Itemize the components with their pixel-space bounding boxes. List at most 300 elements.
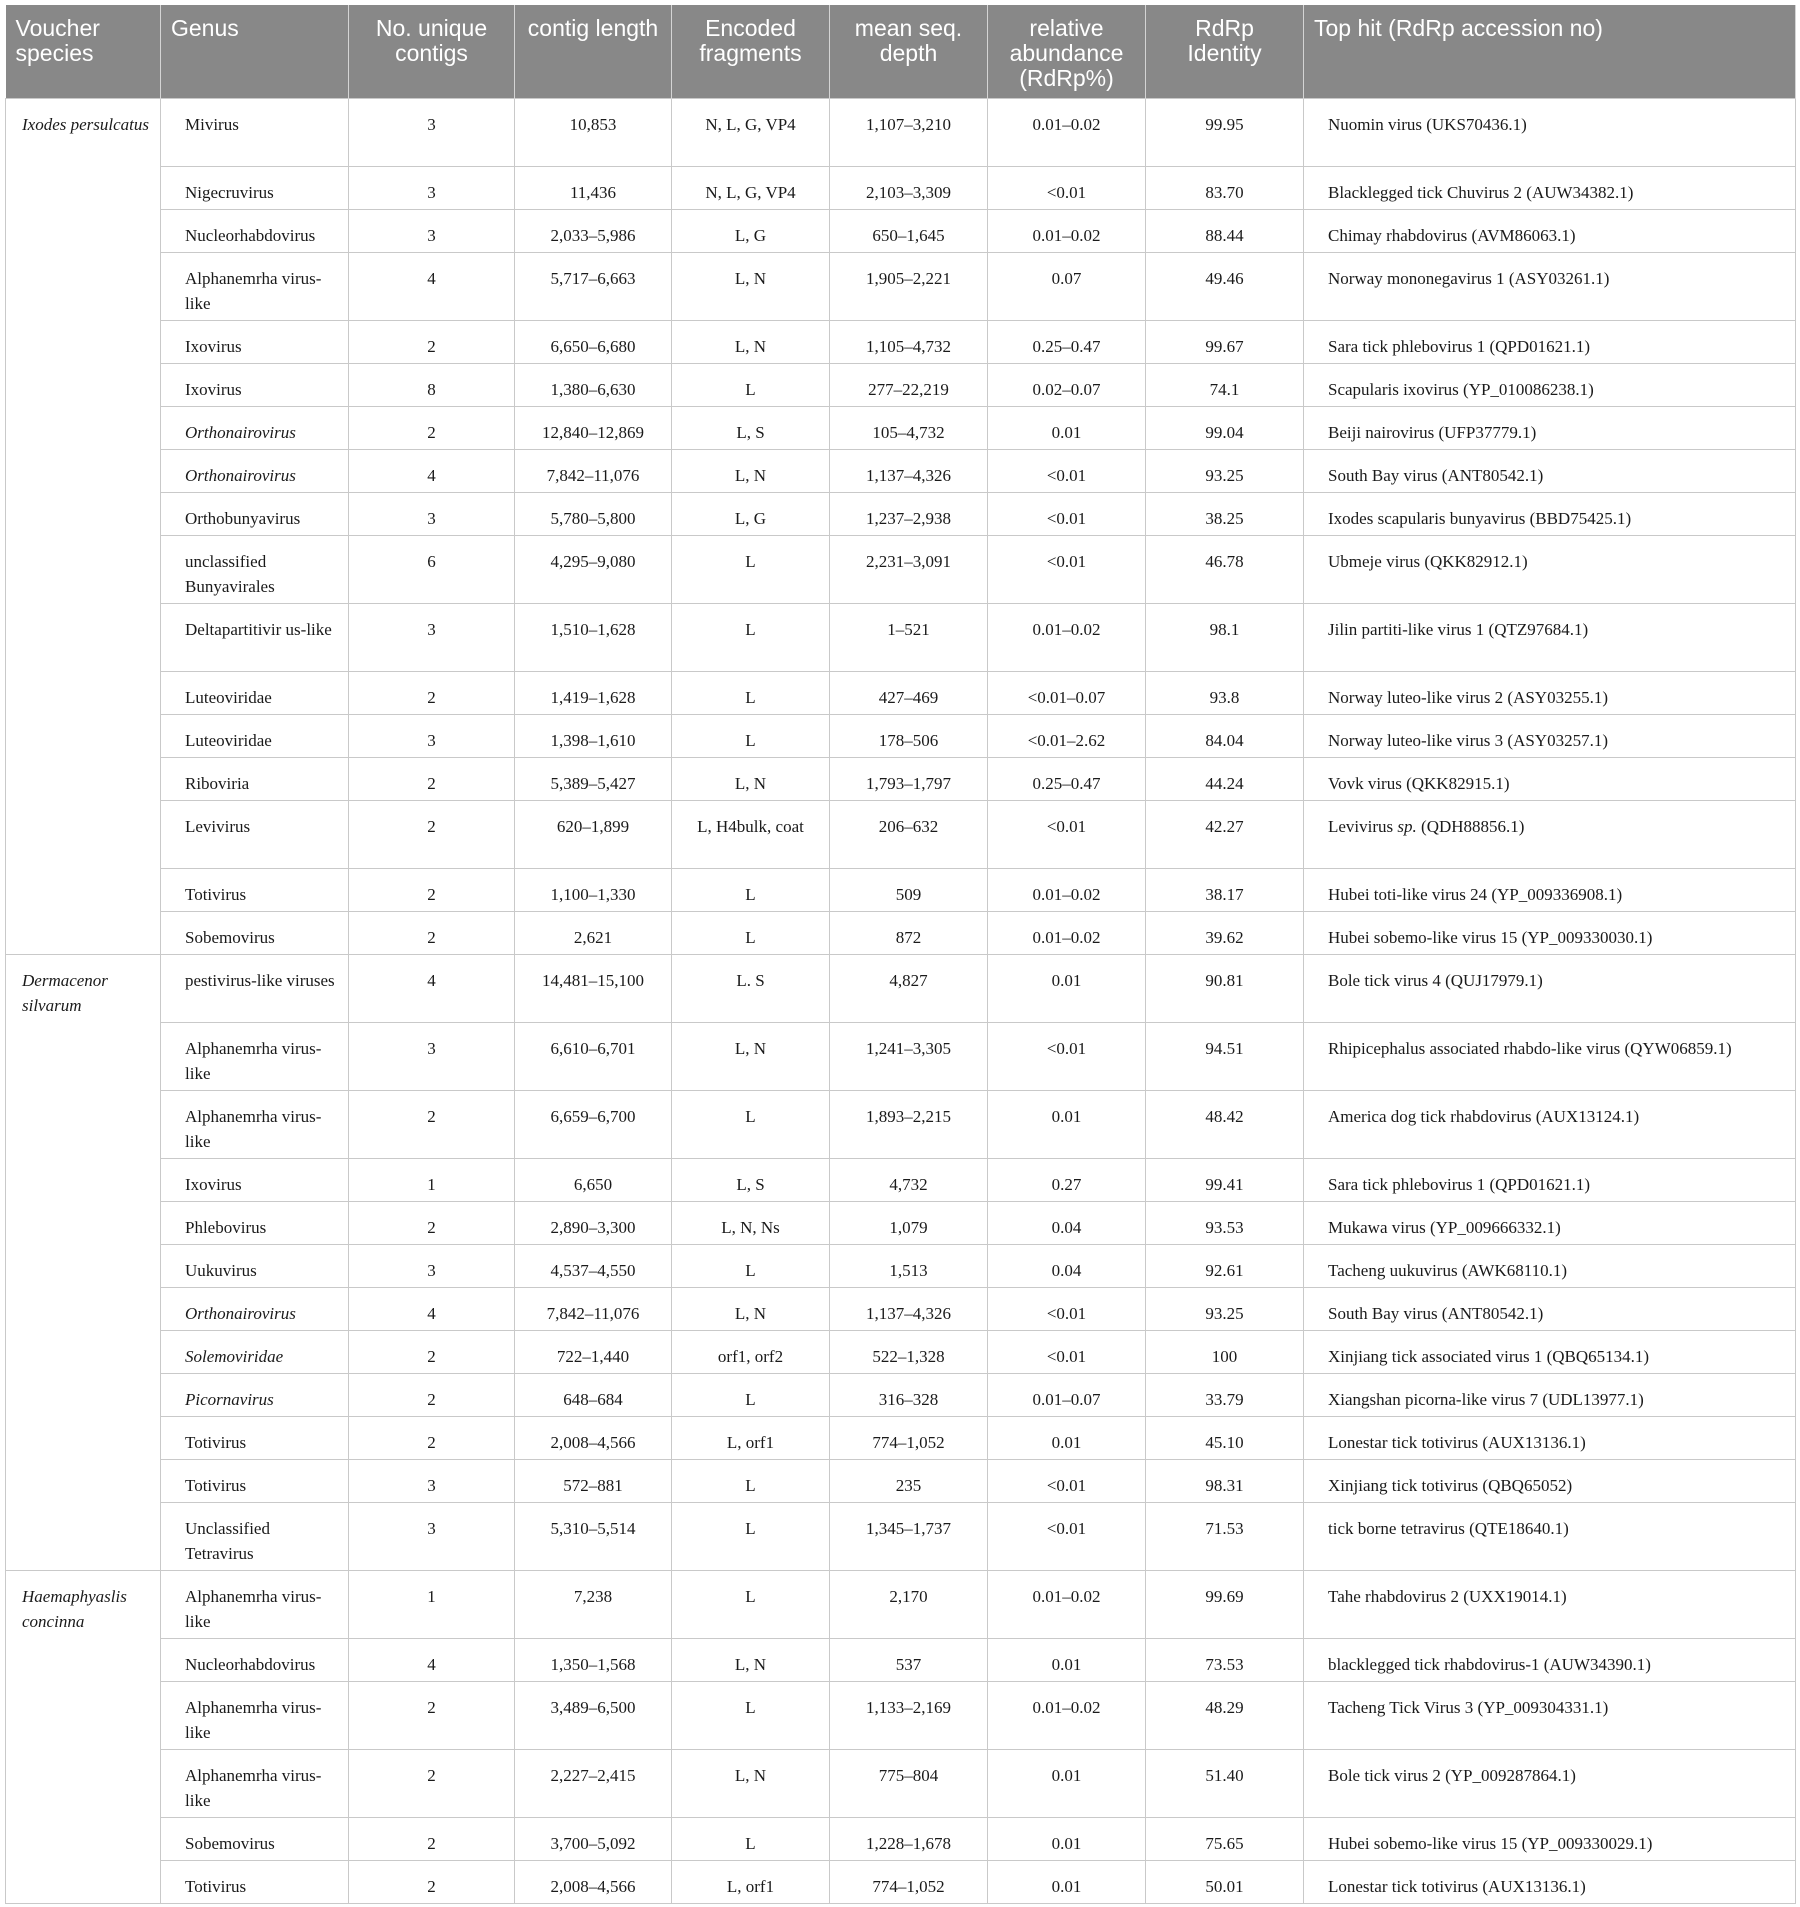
table-body	[6, 98, 1796, 1903]
encoded-fragments-cell: L	[672, 1459, 830, 1502]
genus-cell: Deltapartitivir us-like	[161, 603, 349, 671]
unique-contigs-cell: 3	[349, 603, 515, 671]
rdrp-identity-cell: 75.65	[1146, 1817, 1304, 1860]
mean-seq-depth-cell: 277–22,219	[830, 363, 988, 406]
unique-contigs-cell: 2	[349, 320, 515, 363]
table-row	[6, 1817, 1796, 1860]
header-voucher-species: Voucher species	[6, 5, 161, 98]
voucher-species-cell	[6, 1022, 161, 1090]
table-row	[6, 1749, 1796, 1817]
voucher-species-cell	[6, 209, 161, 252]
mean-seq-depth-cell: 1,237–2,938	[830, 492, 988, 535]
contig-length-cell: 12,840–12,869	[515, 406, 672, 449]
mean-seq-depth-cell: 774–1,052	[830, 1860, 988, 1903]
rdrp-identity-cell: 94.51	[1146, 1022, 1304, 1090]
voucher-species-cell	[6, 1638, 161, 1681]
genus-cell: Levivirus	[161, 800, 349, 868]
header-encoded-fragments: Encoded fragments	[672, 5, 830, 98]
top-hit-cell: blacklegged tick rhabdovirus-1 (AUW34390.1)	[1304, 1638, 1796, 1681]
relative-abundance-cell: 0.01–0.02	[988, 603, 1146, 671]
encoded-fragments-cell: L, N	[672, 1749, 830, 1817]
rdrp-identity-cell: 100	[1146, 1330, 1304, 1373]
mean-seq-depth-cell: 235	[830, 1459, 988, 1502]
contig-length-cell: 620–1,899	[515, 800, 672, 868]
contig-length-cell: 3,700–5,092	[515, 1817, 672, 1860]
header-genus: Genus	[161, 5, 349, 98]
voucher-species-cell	[6, 166, 161, 209]
rdrp-identity-cell: 33.79	[1146, 1373, 1304, 1416]
voucher-species-cell	[6, 1681, 161, 1749]
genus-cell: Uukuvirus	[161, 1244, 349, 1287]
relative-abundance-cell: <0.01	[988, 800, 1146, 868]
relative-abundance-cell: 0.01	[988, 1090, 1146, 1158]
top-hit-cell: Sara tick phlebovirus 1 (QPD01621.1)	[1304, 320, 1796, 363]
genus-cell: Ixovirus	[161, 320, 349, 363]
mean-seq-depth-cell: 1,137–4,326	[830, 1287, 988, 1330]
voucher-species-cell	[6, 449, 161, 492]
encoded-fragments-cell: L, N, Ns	[672, 1201, 830, 1244]
mean-seq-depth-cell: 537	[830, 1638, 988, 1681]
rdrp-identity-cell: 98.1	[1146, 603, 1304, 671]
rdrp-identity-cell: 88.44	[1146, 209, 1304, 252]
voucher-species-cell	[6, 1244, 161, 1287]
encoded-fragments-cell: L. S	[672, 954, 830, 1022]
genus-cell: Totivirus	[161, 1416, 349, 1459]
unique-contigs-cell: 3	[349, 1502, 515, 1570]
unique-contigs-cell: 1	[349, 1158, 515, 1201]
top-hit-cell: Blacklegged tick Chuvirus 2 (AUW34382.1)	[1304, 166, 1796, 209]
encoded-fragments-cell: N, L, G, VP4	[672, 98, 830, 166]
top-hit-cell: Bole tick virus 4 (QUJ17979.1)	[1304, 954, 1796, 1022]
relative-abundance-cell: 0.02–0.07	[988, 363, 1146, 406]
top-hit-cell: Scapularis ixovirus (YP_010086238.1)	[1304, 363, 1796, 406]
mean-seq-depth-cell: 206–632	[830, 800, 988, 868]
genus-cell: Unclassified Tetravirus	[161, 1502, 349, 1570]
encoded-fragments-cell: L, G	[672, 492, 830, 535]
unique-contigs-cell: 3	[349, 166, 515, 209]
mean-seq-depth-cell: 178–506	[830, 714, 988, 757]
genus-cell: Picornavirus	[161, 1373, 349, 1416]
unique-contigs-cell: 3	[349, 1022, 515, 1090]
top-hit-cell: Hubei sobemo-like virus 15 (YP_009330030.1)	[1304, 911, 1796, 954]
voucher-species-cell: Haemaphyaslis concinna	[6, 1570, 161, 1638]
table-row	[6, 209, 1796, 252]
genus-cell: Orthonairovirus	[161, 406, 349, 449]
encoded-fragments-cell: L, N	[672, 252, 830, 320]
relative-abundance-cell: 0.25–0.47	[988, 757, 1146, 800]
unique-contigs-cell: 2	[349, 1330, 515, 1373]
top-hit-cell: Chimay rhabdovirus (AVM86063.1)	[1304, 209, 1796, 252]
top-hit-cell: Beiji nairovirus (UFP37779.1)	[1304, 406, 1796, 449]
voucher-species-cell	[6, 406, 161, 449]
voucher-species-cell	[6, 1459, 161, 1502]
encoded-fragments-cell: N, L, G, VP4	[672, 166, 830, 209]
unique-contigs-cell: 8	[349, 363, 515, 406]
header-relative-abundance: relative abundance (RdRp%)	[988, 5, 1146, 98]
contig-length-cell: 5,310–5,514	[515, 1502, 672, 1570]
encoded-fragments-cell: L	[672, 1570, 830, 1638]
top-hit-cell: Nuomin virus (UKS70436.1)	[1304, 98, 1796, 166]
relative-abundance-cell: 0.01	[988, 1416, 1146, 1459]
contig-length-cell: 6,610–6,701	[515, 1022, 672, 1090]
unique-contigs-cell: 2	[349, 800, 515, 868]
genus-cell: Phlebovirus	[161, 1201, 349, 1244]
header-mean-seq-depth: mean seq. depth	[830, 5, 988, 98]
top-hit-cell: Mukawa virus (YP_009666332.1)	[1304, 1201, 1796, 1244]
top-hit-cell: Norway luteo-like virus 3 (ASY03257.1)	[1304, 714, 1796, 757]
table-row	[6, 363, 1796, 406]
unique-contigs-cell: 2	[349, 911, 515, 954]
table-row	[6, 98, 1796, 166]
mean-seq-depth-cell: 774–1,052	[830, 1416, 988, 1459]
relative-abundance-cell: 0.01	[988, 1749, 1146, 1817]
top-hit-cell: Vovk virus (QKK82915.1)	[1304, 757, 1796, 800]
unique-contigs-cell: 2	[349, 1416, 515, 1459]
genus-cell: Totivirus	[161, 868, 349, 911]
genus-cell: Alphanemrha virus-like	[161, 1681, 349, 1749]
relative-abundance-cell: <0.01	[988, 166, 1146, 209]
top-hit-cell: Norway luteo-like virus 2 (ASY03255.1)	[1304, 671, 1796, 714]
contig-length-cell: 1,419–1,628	[515, 671, 672, 714]
mean-seq-depth-cell: 1,513	[830, 1244, 988, 1287]
table-row	[6, 1459, 1796, 1502]
genus-cell: Alphanemrha virus-like	[161, 1090, 349, 1158]
encoded-fragments-cell: L	[672, 911, 830, 954]
encoded-fragments-cell: L, orf1	[672, 1860, 830, 1903]
genus-cell: Luteoviridae	[161, 714, 349, 757]
genus-cell: Luteoviridae	[161, 671, 349, 714]
contig-length-cell: 572–881	[515, 1459, 672, 1502]
table-row	[6, 1570, 1796, 1638]
voucher-species-cell	[6, 868, 161, 911]
top-hit-cell: America dog tick rhabdovirus (AUX13124.1)	[1304, 1090, 1796, 1158]
contig-length-cell: 7,842–11,076	[515, 1287, 672, 1330]
contig-length-cell: 11,436	[515, 166, 672, 209]
rdrp-identity-cell: 99.67	[1146, 320, 1304, 363]
contig-length-cell: 7,238	[515, 1570, 672, 1638]
mean-seq-depth-cell: 1,107–3,210	[830, 98, 988, 166]
top-hit-cell: Ubmeje virus (QKK82912.1)	[1304, 535, 1796, 603]
table-row	[6, 535, 1796, 603]
encoded-fragments-cell: L, orf1	[672, 1416, 830, 1459]
rdrp-identity-cell: 99.69	[1146, 1570, 1304, 1638]
table-row	[6, 1502, 1796, 1570]
rdrp-identity-cell: 71.53	[1146, 1502, 1304, 1570]
genus-cell: Sobemovirus	[161, 911, 349, 954]
voucher-species-cell	[6, 671, 161, 714]
unique-contigs-cell: 2	[349, 1817, 515, 1860]
voucher-species-cell	[6, 1090, 161, 1158]
relative-abundance-cell: 0.04	[988, 1244, 1146, 1287]
table-row	[6, 800, 1796, 868]
contig-length-cell: 722–1,440	[515, 1330, 672, 1373]
contig-length-cell: 2,227–2,415	[515, 1749, 672, 1817]
rdrp-identity-cell: 42.27	[1146, 800, 1304, 868]
genus-cell: Nucleorhabdovirus	[161, 209, 349, 252]
encoded-fragments-cell: L, H4bulk, coat	[672, 800, 830, 868]
table-row	[6, 1373, 1796, 1416]
rdrp-identity-cell: 99.04	[1146, 406, 1304, 449]
mean-seq-depth-cell: 427–469	[830, 671, 988, 714]
genus-cell: Nigecruvirus	[161, 166, 349, 209]
table-row	[6, 1201, 1796, 1244]
mean-seq-depth-cell: 2,170	[830, 1570, 988, 1638]
genus-cell: pestivirus-like viruses	[161, 954, 349, 1022]
mean-seq-depth-cell: 1–521	[830, 603, 988, 671]
encoded-fragments-cell: L	[672, 868, 830, 911]
genus-cell: Mivirus	[161, 98, 349, 166]
genus-cell: Orthonairovirus	[161, 1287, 349, 1330]
table-row	[6, 1330, 1796, 1373]
table-row	[6, 252, 1796, 320]
unique-contigs-cell: 3	[349, 209, 515, 252]
table-row	[6, 320, 1796, 363]
unique-contigs-cell: 4	[349, 1638, 515, 1681]
rdrp-identity-cell: 90.81	[1146, 954, 1304, 1022]
rdrp-identity-cell: 83.70	[1146, 166, 1304, 209]
header-row	[6, 5, 1796, 98]
rdrp-identity-cell: 74.1	[1146, 363, 1304, 406]
contig-length-cell: 7,842–11,076	[515, 449, 672, 492]
table-row	[6, 868, 1796, 911]
genus-cell: Riboviria	[161, 757, 349, 800]
genus-cell: Alphanemrha virus-like	[161, 1022, 349, 1090]
table-row	[6, 1090, 1796, 1158]
relative-abundance-cell: <0.01–2.62	[988, 714, 1146, 757]
contig-length-cell: 6,659–6,700	[515, 1090, 672, 1158]
genus-cell: Totivirus	[161, 1860, 349, 1903]
contig-length-cell: 4,537–4,550	[515, 1244, 672, 1287]
unique-contigs-cell: 2	[349, 406, 515, 449]
top-hit-cell: Xiangshan picorna-like virus 7 (UDL13977.1)	[1304, 1373, 1796, 1416]
rdrp-identity-cell: 99.41	[1146, 1158, 1304, 1201]
rdrp-identity-cell: 98.31	[1146, 1459, 1304, 1502]
unique-contigs-cell: 4	[349, 449, 515, 492]
genus-cell: Ixovirus	[161, 363, 349, 406]
unique-contigs-cell: 4	[349, 954, 515, 1022]
genus-cell: Sobemovirus	[161, 1817, 349, 1860]
mean-seq-depth-cell: 1,228–1,678	[830, 1817, 988, 1860]
relative-abundance-cell: 0.01–0.02	[988, 911, 1146, 954]
mean-seq-depth-cell: 775–804	[830, 1749, 988, 1817]
table-row	[6, 603, 1796, 671]
voucher-species-cell	[6, 1502, 161, 1570]
relative-abundance-cell: <0.01	[988, 1287, 1146, 1330]
rdrp-identity-cell: 51.40	[1146, 1749, 1304, 1817]
top-hit-cell: Norway mononegavirus 1 (ASY03261.1)	[1304, 252, 1796, 320]
header-rdrp-identity: RdRp Identity	[1146, 5, 1304, 98]
relative-abundance-cell: <0.01	[988, 535, 1146, 603]
top-hit-cell: South Bay virus (ANT80542.1)	[1304, 449, 1796, 492]
contig-length-cell: 5,717–6,663	[515, 252, 672, 320]
rdrp-identity-cell: 44.24	[1146, 757, 1304, 800]
encoded-fragments-cell: L, N	[672, 449, 830, 492]
unique-contigs-cell: 4	[349, 1287, 515, 1330]
mean-seq-depth-cell: 1,793–1,797	[830, 757, 988, 800]
encoded-fragments-cell: L	[672, 671, 830, 714]
rdrp-identity-cell: 38.25	[1146, 492, 1304, 535]
relative-abundance-cell: 0.25–0.47	[988, 320, 1146, 363]
top-hit-cell: Tacheng Tick Virus 3 (YP_009304331.1)	[1304, 1681, 1796, 1749]
unique-contigs-cell: 6	[349, 535, 515, 603]
voucher-species-cell	[6, 1416, 161, 1459]
unique-contigs-cell: 2	[349, 1373, 515, 1416]
contig-length-cell: 5,780–5,800	[515, 492, 672, 535]
genus-cell: Orthobunyavirus	[161, 492, 349, 535]
mean-seq-depth-cell: 650–1,645	[830, 209, 988, 252]
mean-seq-depth-cell: 2,103–3,309	[830, 166, 988, 209]
voucher-species-cell	[6, 1373, 161, 1416]
top-hit-cell: tick borne tetravirus (QTE18640.1)	[1304, 1502, 1796, 1570]
unique-contigs-cell: 2	[349, 1090, 515, 1158]
unique-contigs-cell: 3	[349, 1459, 515, 1502]
contig-length-cell: 2,621	[515, 911, 672, 954]
relative-abundance-cell: 0.01	[988, 1817, 1146, 1860]
relative-abundance-cell: 0.01–0.02	[988, 209, 1146, 252]
table-row	[6, 911, 1796, 954]
genus-cell: Alphanemrha virus-like	[161, 252, 349, 320]
encoded-fragments-cell: L	[672, 1090, 830, 1158]
contig-length-cell: 6,650	[515, 1158, 672, 1201]
genus-cell: Orthonairovirus	[161, 449, 349, 492]
table-row	[6, 1244, 1796, 1287]
unique-contigs-cell: 3	[349, 98, 515, 166]
top-hit-cell: Xinjiang tick totivirus (QBQ65052)	[1304, 1459, 1796, 1502]
top-hit-cell: Hubei sobemo-like virus 15 (YP_009330029.1)	[1304, 1817, 1796, 1860]
encoded-fragments-cell: L, G	[672, 209, 830, 252]
voucher-species-cell	[6, 535, 161, 603]
mean-seq-depth-cell: 509	[830, 868, 988, 911]
mean-seq-depth-cell: 1,241–3,305	[830, 1022, 988, 1090]
voucher-species-cell	[6, 252, 161, 320]
voucher-species-cell	[6, 757, 161, 800]
unique-contigs-cell: 2	[349, 1681, 515, 1749]
rdrp-identity-cell: 92.61	[1146, 1244, 1304, 1287]
voucher-species-cell	[6, 1201, 161, 1244]
unique-contigs-cell: 2	[349, 868, 515, 911]
table-row	[6, 1416, 1796, 1459]
rdrp-identity-cell: 46.78	[1146, 535, 1304, 603]
voucher-species-cell	[6, 320, 161, 363]
table-row	[6, 671, 1796, 714]
table-row	[6, 492, 1796, 535]
rdrp-identity-cell: 45.10	[1146, 1416, 1304, 1459]
encoded-fragments-cell: L	[672, 714, 830, 757]
rdrp-identity-cell: 38.17	[1146, 868, 1304, 911]
mean-seq-depth-cell: 1,345–1,737	[830, 1502, 988, 1570]
encoded-fragments-cell: L	[672, 535, 830, 603]
table-row	[6, 1860, 1796, 1903]
mean-seq-depth-cell: 4,827	[830, 954, 988, 1022]
encoded-fragments-cell: L	[672, 1373, 830, 1416]
contig-length-cell: 14,481–15,100	[515, 954, 672, 1022]
relative-abundance-cell: <0.01	[988, 1502, 1146, 1570]
mean-seq-depth-cell: 1,133–2,169	[830, 1681, 988, 1749]
top-hit-cell: Bole tick virus 2 (YP_009287864.1)	[1304, 1749, 1796, 1817]
table-row	[6, 954, 1796, 1022]
table-row	[6, 1638, 1796, 1681]
encoded-fragments-cell: L	[672, 1244, 830, 1287]
genus-cell: Nucleorhabdovirus	[161, 1638, 349, 1681]
voucher-species-cell	[6, 1860, 161, 1903]
relative-abundance-cell: <0.01	[988, 492, 1146, 535]
voucher-species-cell	[6, 1817, 161, 1860]
unique-contigs-cell: 2	[349, 671, 515, 714]
unique-contigs-cell: 4	[349, 252, 515, 320]
virus-table	[5, 5, 1796, 1904]
mean-seq-depth-cell: 1,137–4,326	[830, 449, 988, 492]
contig-length-cell: 6,650–6,680	[515, 320, 672, 363]
unique-contigs-cell: 2	[349, 1749, 515, 1817]
rdrp-identity-cell: 48.42	[1146, 1090, 1304, 1158]
relative-abundance-cell: 0.01	[988, 406, 1146, 449]
encoded-fragments-cell: L	[672, 363, 830, 406]
rdrp-identity-cell: 99.95	[1146, 98, 1304, 166]
mean-seq-depth-cell: 105–4,732	[830, 406, 988, 449]
encoded-fragments-cell: L, N	[672, 1287, 830, 1330]
voucher-species-cell	[6, 800, 161, 868]
encoded-fragments-cell: L, N	[672, 1638, 830, 1681]
unique-contigs-cell: 3	[349, 714, 515, 757]
rdrp-identity-cell: 93.8	[1146, 671, 1304, 714]
relative-abundance-cell: <0.01	[988, 449, 1146, 492]
table-row	[6, 714, 1796, 757]
top-hit-cell: Tacheng uukuvirus (AWK68110.1)	[1304, 1244, 1796, 1287]
mean-seq-depth-cell: 4,732	[830, 1158, 988, 1201]
genus-cell: Ixovirus	[161, 1158, 349, 1201]
top-hit-cell: Xinjiang tick associated virus 1 (QBQ65134.1)	[1304, 1330, 1796, 1373]
relative-abundance-cell: 0.27	[988, 1158, 1146, 1201]
table-container	[5, 5, 1796, 1904]
relative-abundance-cell: <0.01–0.07	[988, 671, 1146, 714]
encoded-fragments-cell: L, N	[672, 320, 830, 363]
top-hit-cell: Ixodes scapularis bunyavirus (BBD75425.1)	[1304, 492, 1796, 535]
table-row	[6, 449, 1796, 492]
table-row	[6, 166, 1796, 209]
rdrp-identity-cell: 39.62	[1146, 911, 1304, 954]
top-hit-cell: South Bay virus (ANT80542.1)	[1304, 1287, 1796, 1330]
rdrp-identity-cell: 48.29	[1146, 1681, 1304, 1749]
relative-abundance-cell: <0.01	[988, 1330, 1146, 1373]
mean-seq-depth-cell: 316–328	[830, 1373, 988, 1416]
voucher-species-cell	[6, 363, 161, 406]
encoded-fragments-cell: L	[672, 603, 830, 671]
mean-seq-depth-cell: 872	[830, 911, 988, 954]
rdrp-identity-cell: 50.01	[1146, 1860, 1304, 1903]
rdrp-identity-cell: 84.04	[1146, 714, 1304, 757]
voucher-species-cell	[6, 492, 161, 535]
rdrp-identity-cell: 93.25	[1146, 449, 1304, 492]
table-row	[6, 1022, 1796, 1090]
table-row	[6, 1681, 1796, 1749]
unique-contigs-cell: 2	[349, 1860, 515, 1903]
mean-seq-depth-cell: 2,231–3,091	[830, 535, 988, 603]
genus-cell: unclassified Bunyavirales	[161, 535, 349, 603]
table-row	[6, 1158, 1796, 1201]
rdrp-identity-cell: 93.53	[1146, 1201, 1304, 1244]
contig-length-cell: 5,389–5,427	[515, 757, 672, 800]
relative-abundance-cell: <0.01	[988, 1459, 1146, 1502]
relative-abundance-cell: 0.01–0.02	[988, 98, 1146, 166]
relative-abundance-cell: 0.01	[988, 954, 1146, 1022]
unique-contigs-cell: 3	[349, 1244, 515, 1287]
contig-length-cell: 10,853	[515, 98, 672, 166]
relative-abundance-cell: 0.01	[988, 1638, 1146, 1681]
mean-seq-depth-cell: 522–1,328	[830, 1330, 988, 1373]
contig-length-cell: 648–684	[515, 1373, 672, 1416]
top-hit-cell: Lonestar tick totivirus (AUX13136.1)	[1304, 1416, 1796, 1459]
relative-abundance-cell: 0.01–0.07	[988, 1373, 1146, 1416]
